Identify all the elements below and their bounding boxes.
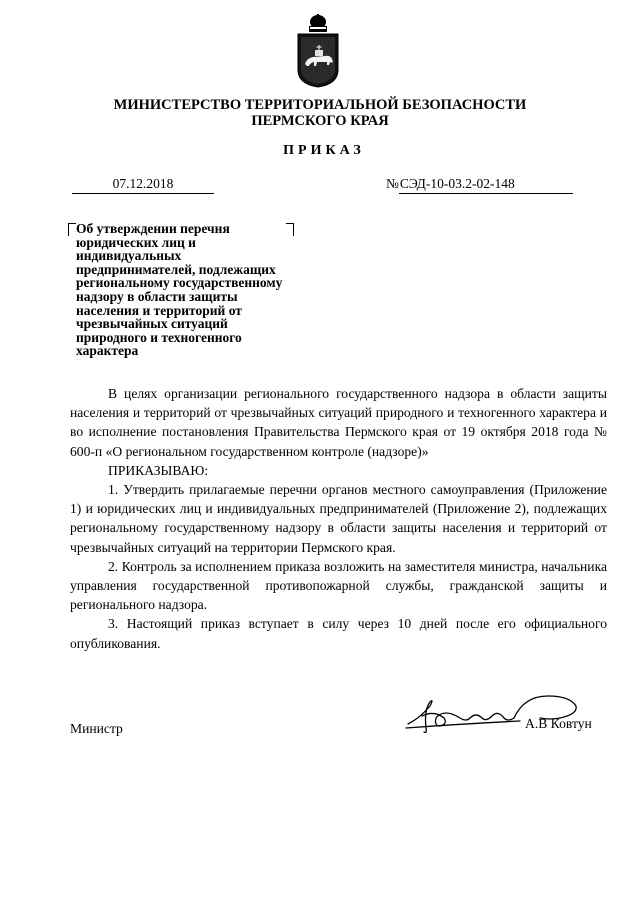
order-subject xyxy=(76,222,316,358)
subject-corner-left xyxy=(68,223,76,236)
subject-line: предпринимателей, подлежащих xyxy=(76,261,276,277)
subject-line: индивидуальных xyxy=(76,248,182,264)
subject-line: надзору в области защиты xyxy=(76,288,238,304)
coat-of-arms-icon xyxy=(295,14,341,88)
signer-position: Министр xyxy=(70,721,123,736)
order-item-2: 2. Контроль за исполнением приказа возложить на заместителя министра, начальника управления государственной противопожарной службы, гражданской защиты и регионального надзора. xyxy=(70,558,607,613)
subject-line: чрезвычайных ситуаций xyxy=(76,316,228,332)
ministry-title-line2: ПЕРМСКОГО КРАЯ xyxy=(251,113,389,129)
handwritten-signature-icon xyxy=(400,688,590,740)
number-sign: № xyxy=(386,176,399,191)
order-number-field xyxy=(386,176,573,194)
order-item-1: 1. Утвердить прилагаемые перечни органов местного самоуправления (Приложение 1) и юридических лиц и индивидуальных предпринимателей (Приложение 2), подлежащих региональному государственному надзору в области защиты населения и территорий от чрезвычайных ситуаций на территории Пермского края. xyxy=(70,482,607,555)
subject-line: характера xyxy=(76,343,139,359)
subject-line: юридических лиц и xyxy=(76,234,196,250)
order-item-3: 3. Настоящий приказ вступает в силу через 10 дней после его официального опубликования. xyxy=(70,616,607,651)
ministry-title xyxy=(0,97,640,129)
subject-line: Об утверждении перечня xyxy=(76,221,230,236)
ministry-title-line1: МИНИСТЕРСТВО ТЕРРИТОРИАЛЬНОЙ БЕЗОПАСНОСТИ xyxy=(113,97,527,113)
order-number: СЭД-10-03.2-02-148 xyxy=(399,176,573,194)
subject-line: населения и территорий от xyxy=(76,302,242,318)
signer-name: А.В Ковтун xyxy=(525,716,592,731)
subject-line: природного и техногенного xyxy=(76,329,242,345)
preamble-paragraph: В целях организации регионального государственного надзора в области защиты населения и территорий от чрезвычайных ситуаций природного и техногенного характера и во исполнение постановления Правительства Пермского края от 19 октября 2018 года № 600-п «О региональном государственном контроле (надзоре)» xyxy=(70,386,607,459)
subject-line: региональному государственному xyxy=(76,275,283,291)
order-date: 07.12.2018 xyxy=(72,176,214,194)
order-body xyxy=(70,384,607,653)
order-word: ПРИКАЗЫВАЮ: xyxy=(108,462,209,478)
document-type: ПРИКАЗ xyxy=(283,143,365,158)
order-date-field xyxy=(72,176,214,194)
